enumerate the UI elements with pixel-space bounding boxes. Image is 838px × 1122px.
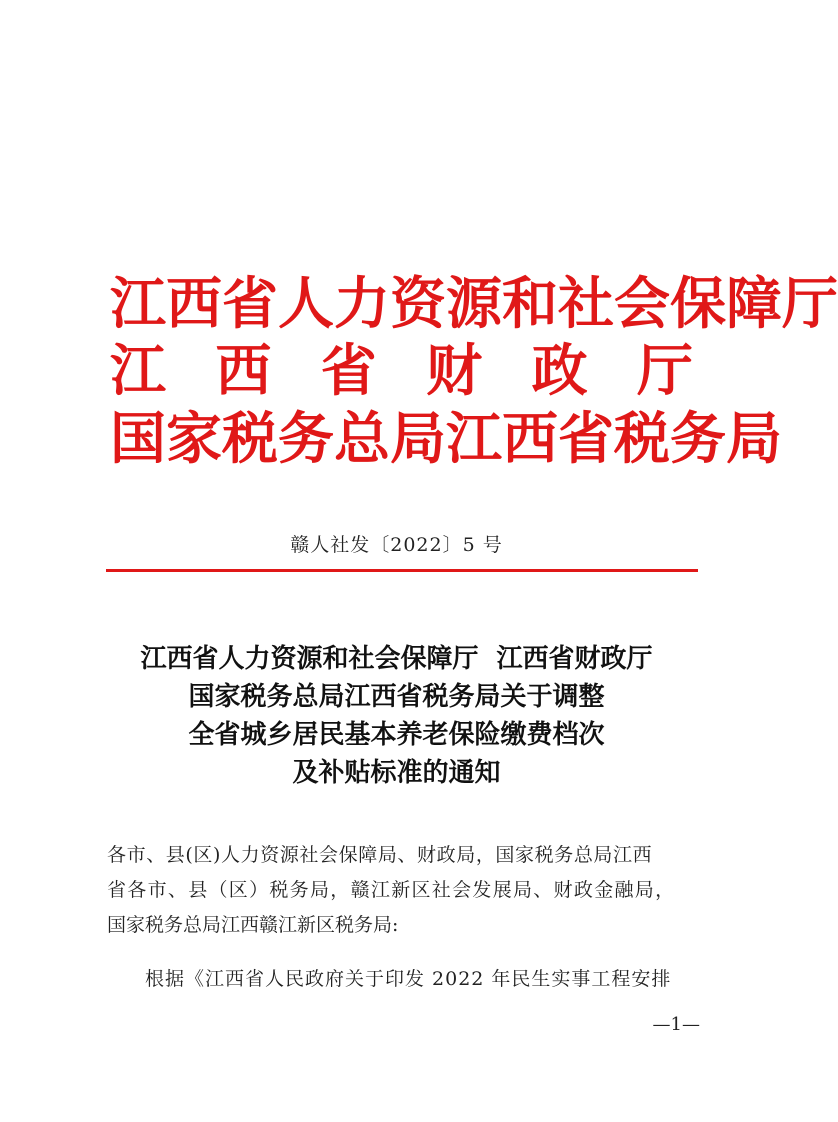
issuer-tax-char-1: 家 <box>166 406 222 472</box>
issuer-hrss-char-8: 社 <box>558 271 614 337</box>
issuer-hrss-char-6: 源 <box>446 271 502 337</box>
document-number: 赣人社发〔2022〕5 号 <box>290 534 503 556</box>
issuer-finance-char-4: 政 <box>531 338 588 404</box>
addressee-line-3: 国家税务总局江西赣江新区税务局: <box>107 914 399 936</box>
body-paragraph-1: 根据《江西省人民政府关于印发 2022 年民生实事工程安排 <box>145 968 672 990</box>
issuer-line-hrss <box>110 271 838 337</box>
title-line-1: 江西省人力资源和社会保障厅 江西省财政厅 <box>140 644 653 674</box>
issuer-finance-char-5: 厅 <box>636 338 693 404</box>
title-line-4: 及补贴标准的通知 <box>292 758 501 788</box>
issuer-finance-char-0: 江 <box>110 338 166 404</box>
issuer-hrss-char-0: 江 <box>110 271 166 337</box>
issuer-line-finance <box>110 340 693 402</box>
issuer-hrss-char-1: 西 <box>166 271 222 337</box>
issuer-tax-char-4: 总 <box>334 406 390 472</box>
issuer-hrss-char-10: 保 <box>670 271 726 337</box>
issuer-line-hrss-text <box>110 271 838 337</box>
addressee-line-2: 省各市、县（区）税务局，赣江新区社会发展局、财政金融局， <box>107 879 676 901</box>
addressee-block <box>107 838 697 943</box>
issuer-line-finance-text <box>110 340 693 402</box>
issuer-hrss-char-9: 会 <box>614 271 670 337</box>
issuer-hrss-char-11: 障 <box>726 271 782 337</box>
issuer-tax-char-6: 江 <box>446 406 502 472</box>
issuer-tax-char-5: 局 <box>390 406 446 472</box>
issuer-finance-char-3: 财 <box>426 338 483 404</box>
issuer-hrss-char-3: 人 <box>278 271 334 337</box>
issuer-hrss-char-12: 厅 <box>782 271 838 337</box>
issuer-tax-char-9: 税 <box>614 406 670 472</box>
issuer-hrss-char-7: 和 <box>502 271 558 337</box>
document-title <box>0 640 793 792</box>
issuer-finance-char-2: 省 <box>320 338 377 404</box>
issuer-hrss-char-4: 力 <box>334 271 390 337</box>
title-line-3: 全省城乡居民基本养老保险缴费档次 <box>188 720 605 750</box>
red-divider-rule <box>106 569 698 572</box>
issuer-tax-char-10: 务 <box>670 406 726 472</box>
issuer-tax-char-3: 务 <box>278 406 334 472</box>
issuer-tax-char-0: 国 <box>110 406 166 472</box>
issuer-tax-char-8: 省 <box>558 406 614 472</box>
title-line-2: 国家税务总局江西省税务局关于调整 <box>188 682 605 712</box>
page-number: —1— <box>652 1014 700 1035</box>
issuer-line-tax <box>110 406 782 472</box>
issuer-tax-char-7: 西 <box>502 406 558 472</box>
issuer-tax-char-11: 局 <box>726 406 782 472</box>
issuer-line-tax-text <box>110 406 782 472</box>
issuer-hrss-char-5: 资 <box>390 271 446 337</box>
addressee-line-1: 各市、县(区)人力资源社会保障局、财政局，国家税务总局江西 <box>107 844 653 866</box>
issuer-tax-char-2: 税 <box>222 406 278 472</box>
issuer-finance-char-1: 西 <box>215 338 272 404</box>
issuer-hrss-char-2: 省 <box>222 271 278 337</box>
